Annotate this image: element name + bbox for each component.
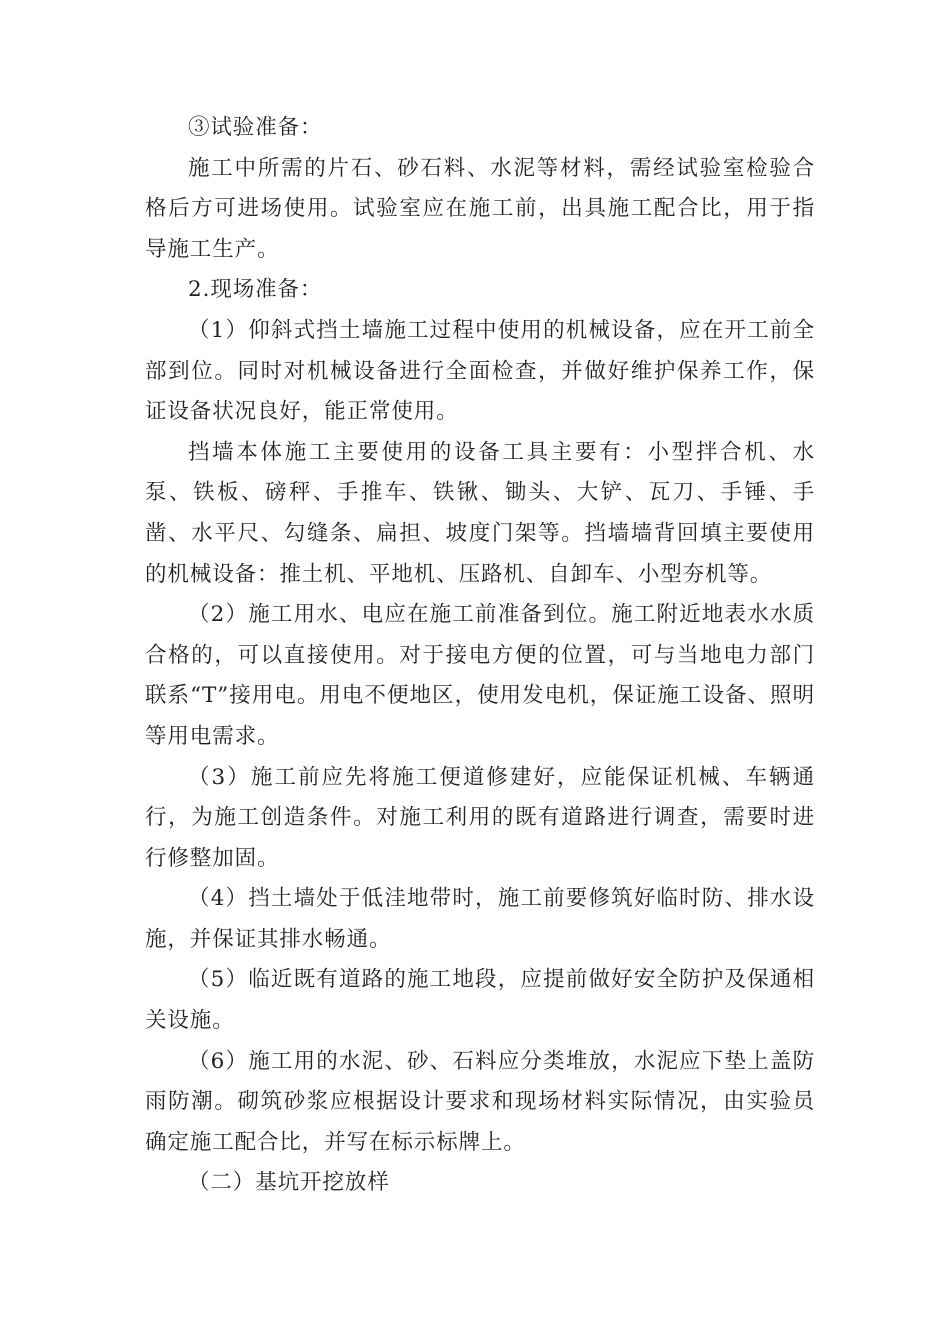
paragraph-item-4-drainage: （4）挡土墙处于低洼地带时，施工前要修筑好临时防、排水设施，并保证其排水畅通。 [145,886,815,952]
document-body [145,108,815,1204]
subheading-test-preparation: ③试验准备： [188,115,323,140]
paragraph-item-6-materials-storage: （6）施工用的水泥、砂、石料应分类堆放，水泥应下垫上盖防雨防潮。砌筑砂浆应根据设计要求和现场材料实际情况，由实验员确定施工配合比，并写在标示标牌上。 [145,1048,815,1155]
paragraph-item-1-equipment: （1）仰斜式挡土墙施工过程中使用的机械设备，应在开工前全部到位。同时对机械设备进行全面检查，并做好维护保养工作，保证设备状况良好，能正常使用。 [145,317,815,425]
paragraph-item-3-access-road: （3）施工前应先将施工便道修建好，应能保证机械、车辆通行，为施工创造条件。对施工利用的既有道路进行调查，需要时进行修整加固。 [145,764,815,871]
subheading-site-preparation: 2.现场准备： [188,277,323,303]
paragraph-item-5-safety: （5）临近既有道路的施工地段，应提前做好安全防护及保通相关设施。 [145,967,815,1034]
section-heading-foundation-pit: （二）基坑开挖放样 [188,1170,390,1196]
paragraph-item-2-water-power: （2）施工用水、电应在施工前准备到位。施工附近地表水水质合格的，可以直接使用。对于接电方便的位置，可与当地电力部门联系“T”接用电。用电不便地区，使用发电机，保证施工设备、照明等用电需求。 [145,602,815,749]
paragraph-materials-testing: 施工中所需的片石、砂石料、水泥等材料，需经试验室检验合格后方可进场使用。试验室应在施工前，出具施工配合比，用于指导施工生产。 [145,155,815,262]
paragraph-equipment-list: 挡墙本体施工主要使用的设备工具主要有：小型拌合机、水泵、铁板、磅秤、手推车、铁锹、锄头、大铲、瓦刀、手锤、手凿、水平尺、勾缝条、扁担、坡度门架等。挡墙墙背回填主要使用的机械设备：推土机、平地机、压路机、自卸车、小型夯机等。 [145,439,815,587]
